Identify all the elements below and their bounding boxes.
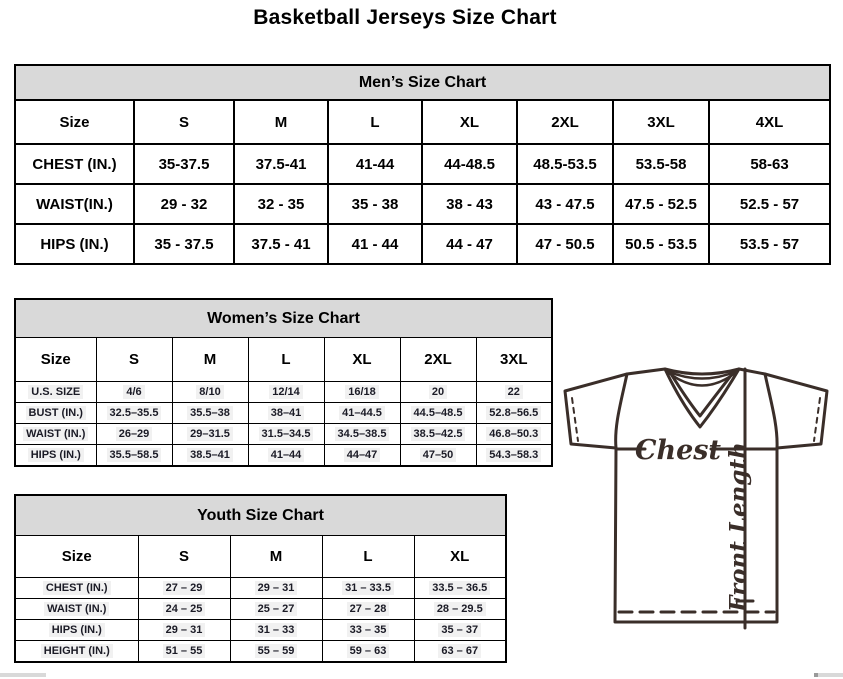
- table-row: [15, 620, 506, 641]
- size-value-cell: 29 – 31: [138, 620, 230, 641]
- youth-col-header-l: L: [322, 536, 414, 578]
- table-row: [15, 424, 552, 445]
- size-value-cell: 32.5–35.5: [96, 403, 172, 424]
- page-title: Basketball Jerseys Size Chart: [253, 6, 557, 29]
- jersey-armhole-left-seam: [616, 374, 627, 448]
- size-value-cell: 38.5–41: [172, 445, 248, 467]
- womens-col-header-size: Size: [15, 338, 96, 382]
- table-row: [15, 578, 506, 599]
- size-value-cell: 27 – 29: [138, 578, 230, 599]
- size-value-cell: 52.8–56.5: [476, 403, 552, 424]
- table-row: [15, 184, 830, 224]
- womens-col-header-2xl: 2XL: [400, 338, 476, 382]
- size-value-cell: 35 – 37: [414, 620, 506, 641]
- size-value-cell: 33.5 – 36.5: [414, 578, 506, 599]
- size-value-cell: 37.5-41: [234, 144, 328, 184]
- size-value-cell: 35.5–38: [172, 403, 248, 424]
- size-value-cell: 31 – 33: [230, 620, 322, 641]
- size-value-cell: 59 – 63: [322, 641, 414, 663]
- size-value-cell: 52.5 - 57: [709, 184, 830, 224]
- size-value-cell: 38–41: [248, 403, 324, 424]
- size-value-cell: 41-44: [328, 144, 422, 184]
- mens-col-header-xl: XL: [422, 100, 517, 144]
- size-value-cell: 53.5-58: [613, 144, 709, 184]
- size-value-cell: 44-48.5: [422, 144, 517, 184]
- womens-col-header-m: M: [172, 338, 248, 382]
- womens-col-header-l: L: [248, 338, 324, 382]
- size-value-cell: 41–44: [248, 445, 324, 467]
- size-value-cell: 35 - 37.5: [134, 224, 234, 264]
- row-label: HIPS (IN.): [15, 620, 138, 641]
- size-value-cell: 50.5 - 53.5: [613, 224, 709, 264]
- size-value-cell: 41 - 44: [328, 224, 422, 264]
- size-value-cell: 35 - 38: [328, 184, 422, 224]
- table-row: [15, 144, 830, 184]
- front-length-label: Front Length: [725, 442, 752, 612]
- youth-col-header-s: S: [138, 536, 230, 578]
- size-value-cell: 38 - 43: [422, 184, 517, 224]
- table-row: [15, 382, 552, 403]
- youth-col-header-m: M: [230, 536, 322, 578]
- size-value-cell: 31.5–34.5: [248, 424, 324, 445]
- size-value-cell: 47 - 50.5: [517, 224, 613, 264]
- size-value-cell: 44.5–48.5: [400, 403, 476, 424]
- size-value-cell: 26–29: [96, 424, 172, 445]
- table-row: [15, 224, 830, 264]
- womens-table-title: Women’s Size Chart: [15, 299, 552, 338]
- mens-col-header-size: Size: [15, 100, 134, 144]
- size-value-cell: 25 – 27: [230, 599, 322, 620]
- size-value-cell: 53.5 - 57: [709, 224, 830, 264]
- size-value-cell: 47.5 - 52.5: [613, 184, 709, 224]
- size-value-cell: 34.5–38.5: [324, 424, 400, 445]
- size-value-cell: 41–44.5: [324, 403, 400, 424]
- row-label: HIPS (IN.): [15, 224, 134, 264]
- jersey-armhole-right-seam: [765, 374, 777, 448]
- youth-col-header-xl: XL: [414, 536, 506, 578]
- size-value-cell: 32 - 35: [234, 184, 328, 224]
- size-value-cell: 28 – 29.5: [414, 599, 506, 620]
- size-value-cell: 29–31.5: [172, 424, 248, 445]
- mens-col-header-l: L: [328, 100, 422, 144]
- size-value-cell: 16/18: [324, 382, 400, 403]
- size-value-cell: 58-63: [709, 144, 830, 184]
- size-value-cell: 46.8–50.3: [476, 424, 552, 445]
- row-label: CHEST (IN.): [15, 578, 138, 599]
- table-row: [15, 641, 506, 663]
- mens-col-header-m: M: [234, 100, 328, 144]
- mens-col-header-3xl: 3XL: [613, 100, 709, 144]
- size-value-cell: 8/10: [172, 382, 248, 403]
- size-value-cell: 55 – 59: [230, 641, 322, 663]
- row-label: U.S. SIZE: [15, 382, 96, 403]
- mens-table-title: Men’s Size Chart: [15, 65, 830, 100]
- size-value-cell: 12/14: [248, 382, 324, 403]
- size-value-cell: 63 – 67: [414, 641, 506, 663]
- size-value-cell: 44–47: [324, 445, 400, 467]
- womens-col-header-s: S: [96, 338, 172, 382]
- chest-label: Chest: [635, 435, 721, 466]
- size-value-cell: 22: [476, 382, 552, 403]
- size-value-cell: 35.5–58.5: [96, 445, 172, 467]
- table-row: [15, 599, 506, 620]
- size-value-cell: 38.5–42.5: [400, 424, 476, 445]
- size-value-cell: 54.3–58.3: [476, 445, 552, 467]
- table-row: [15, 403, 552, 424]
- size-value-cell: 43 - 47.5: [517, 184, 613, 224]
- row-label: HEIGHT (IN.): [15, 641, 138, 663]
- mens-col-header-2xl: 2XL: [517, 100, 613, 144]
- size-value-cell: 44 - 47: [422, 224, 517, 264]
- row-label: BUST (IN.): [15, 403, 96, 424]
- scrollbar-fragment-left[interactable]: [0, 673, 46, 677]
- youth-size-table: [14, 494, 507, 663]
- mens-size-table: [14, 64, 831, 265]
- size-value-cell: 48.5-53.5: [517, 144, 613, 184]
- mens-col-header-s: S: [134, 100, 234, 144]
- row-label: WAIST(IN.): [15, 184, 134, 224]
- jersey-outline: [565, 369, 827, 622]
- sleeve-hem-dash-left: [572, 398, 578, 441]
- size-value-cell: 37.5 - 41: [234, 224, 328, 264]
- size-value-cell: 51 – 55: [138, 641, 230, 663]
- row-label: WAIST (IN.): [15, 424, 96, 445]
- size-value-cell: 27 – 28: [322, 599, 414, 620]
- size-value-cell: 47–50: [400, 445, 476, 467]
- table-row: [15, 445, 552, 467]
- youth-table-title: Youth Size Chart: [15, 495, 506, 536]
- scrollbar-fragment-right[interactable]: [814, 673, 843, 677]
- size-value-cell: 29 – 31: [230, 578, 322, 599]
- size-value-cell: 31 – 33.5: [322, 578, 414, 599]
- size-value-cell: 4/6: [96, 382, 172, 403]
- size-value-cell: 29 - 32: [134, 184, 234, 224]
- row-label: WAIST (IN.): [15, 599, 138, 620]
- womens-col-header-3xl: 3XL: [476, 338, 552, 382]
- jersey-diagram: [552, 352, 843, 662]
- womens-size-table: [14, 298, 553, 467]
- youth-col-header-size: Size: [15, 536, 138, 578]
- womens-col-header-xl: XL: [324, 338, 400, 382]
- row-label: CHEST (IN.): [15, 144, 134, 184]
- sleeve-hem-dash-right: [814, 398, 820, 441]
- size-value-cell: 24 – 25: [138, 599, 230, 620]
- size-value-cell: 20: [400, 382, 476, 403]
- size-value-cell: 35-37.5: [134, 144, 234, 184]
- size-value-cell: 33 – 35: [322, 620, 414, 641]
- row-label: HIPS (IN.): [15, 445, 96, 467]
- mens-col-header-4xl: 4XL: [709, 100, 830, 144]
